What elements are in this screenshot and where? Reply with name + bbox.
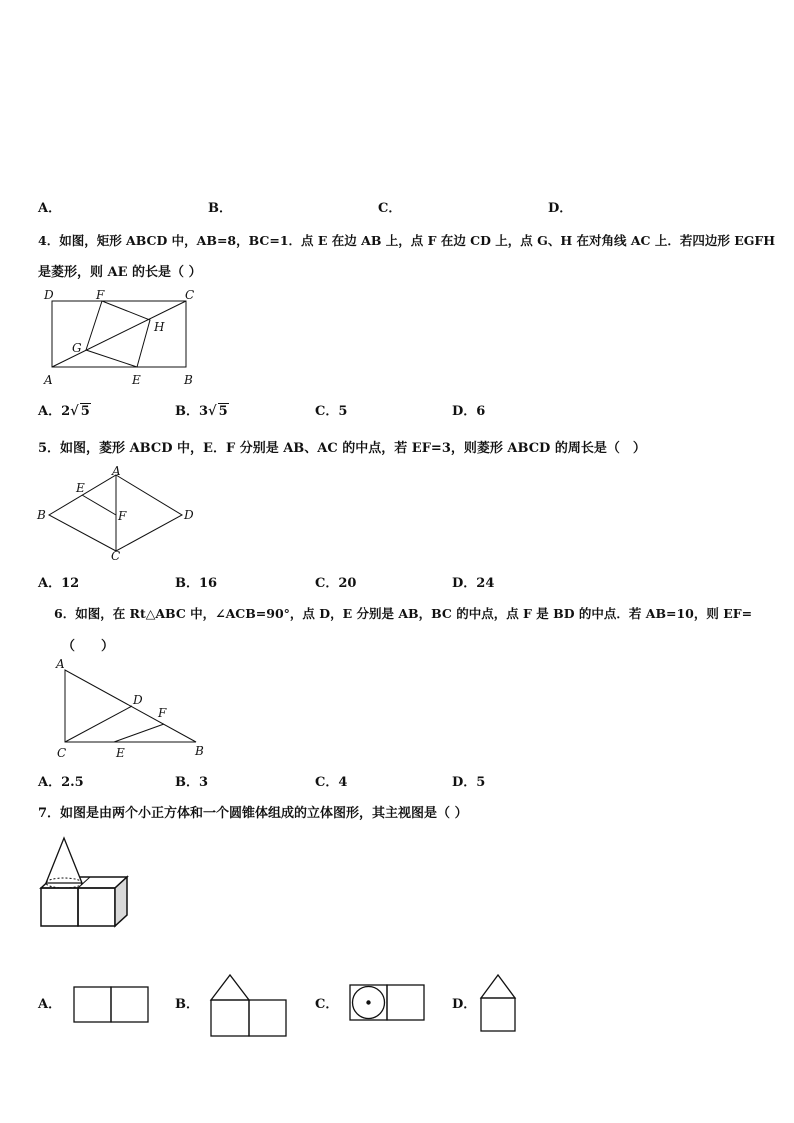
- q5-label-e: E: [76, 481, 85, 495]
- q5-label-b: B: [37, 508, 46, 522]
- q4-option-a[interactable]: A．2√ 5: [38, 404, 90, 419]
- q7-option-d-figure: [478, 972, 524, 1034]
- q6-segment-cd: [65, 706, 132, 742]
- q4-diagonal-ac: [52, 301, 186, 367]
- q5-option-a[interactable]: A．12: [38, 576, 80, 591]
- q7-option-a[interactable]: A．: [38, 997, 62, 1012]
- q7-cone: [46, 838, 82, 883]
- q4-option-c[interactable]: C．5: [315, 404, 348, 419]
- q7-option-c[interactable]: C．: [315, 997, 339, 1012]
- q4-label-a: A: [44, 373, 53, 387]
- q6-stem-line2: （ ）: [62, 639, 115, 654]
- q4-label-d: D: [44, 288, 54, 302]
- q6-option-a[interactable]: A．2.5: [38, 775, 84, 790]
- q6-figure: [52, 656, 212, 762]
- q5-label-f: F: [118, 509, 127, 523]
- q6-option-b[interactable]: B．3: [175, 775, 209, 790]
- q4-figure: [38, 284, 203, 388]
- q4-stem-line1: 4．如图，矩形 ABCD 中，AB=8，BC=1．点 E 在边 AB 上，点 F 在边 CD 上，点 G、H 在对角线 AC 上．若四边形 EGFH: [38, 233, 776, 248]
- q5-option-d[interactable]: D．24: [452, 576, 495, 591]
- q5-option-c[interactable]: C．20: [315, 576, 357, 591]
- q6-label-c: C: [57, 746, 67, 760]
- q3-option-a[interactable]: A．: [38, 201, 62, 216]
- q4-option-d[interactable]: D．6: [452, 404, 486, 419]
- q7-solid-figure: [36, 834, 136, 932]
- q4-label-g: G: [72, 341, 82, 355]
- q5-label-c: C: [111, 549, 121, 563]
- q6-label-f: F: [158, 706, 167, 720]
- q5-label-d: D: [184, 508, 194, 522]
- q6-label-e: E: [116, 746, 125, 760]
- q7-cube-right: [78, 888, 115, 926]
- q7-stem-line1: 7．如图是由两个小正方体和一个圆锥体组成的立体图形，其主视图是（ ）: [38, 806, 468, 821]
- q6-segment-ef: [114, 724, 164, 742]
- q5-label-a: A: [112, 464, 121, 478]
- q3-option-b[interactable]: B．: [208, 201, 232, 216]
- q7-option-c-figure: [348, 983, 428, 1023]
- q6-option-c[interactable]: C．4: [315, 775, 348, 790]
- q5-stem-line1: 5．如图，菱形 ABCD 中，E．F 分别是 AB、AC 的中点，若 EF=3，则菱形 ABCD 的周长是（ ）: [38, 441, 646, 456]
- q5-figure: [34, 464, 199, 564]
- q4-stem-line2: 是菱形，则 AE 的长是（ ）: [38, 265, 202, 280]
- q3-option-c[interactable]: C．: [378, 201, 402, 216]
- q7-cube-left: [41, 888, 78, 926]
- q7-option-b[interactable]: B．: [175, 997, 199, 1012]
- q5-option-b[interactable]: B．16: [175, 576, 218, 591]
- q4-label-e: E: [132, 373, 141, 387]
- q7-side-face: [115, 877, 127, 926]
- q7-option-a-figure: [62, 985, 152, 1025]
- q7-option-d[interactable]: D．: [452, 997, 477, 1012]
- q4-label-f: F: [96, 288, 105, 302]
- q7-option-b-figure: [208, 972, 308, 1040]
- q5-segment-ef: [82, 495, 116, 515]
- q4-option-b[interactable]: B．3√ 5: [175, 404, 228, 419]
- q6-option-d[interactable]: D．5: [452, 775, 486, 790]
- q3-option-d[interactable]: D．: [548, 201, 573, 216]
- q4-label-c: C: [185, 288, 195, 302]
- q4-label-b: B: [184, 373, 193, 387]
- q6-label-b: B: [195, 744, 204, 758]
- q6-label-a: A: [56, 657, 65, 671]
- q4-label-h: H: [154, 320, 165, 334]
- q6-label-d: D: [133, 693, 143, 707]
- q6-stem-line1: 6．如图，在 Rt△ABC 中，∠ACB=90°，点 D，E 分别是 AB，BC 的中点，点 F 是 BD 的中点．若 AB=10，则 EF=: [54, 606, 753, 621]
